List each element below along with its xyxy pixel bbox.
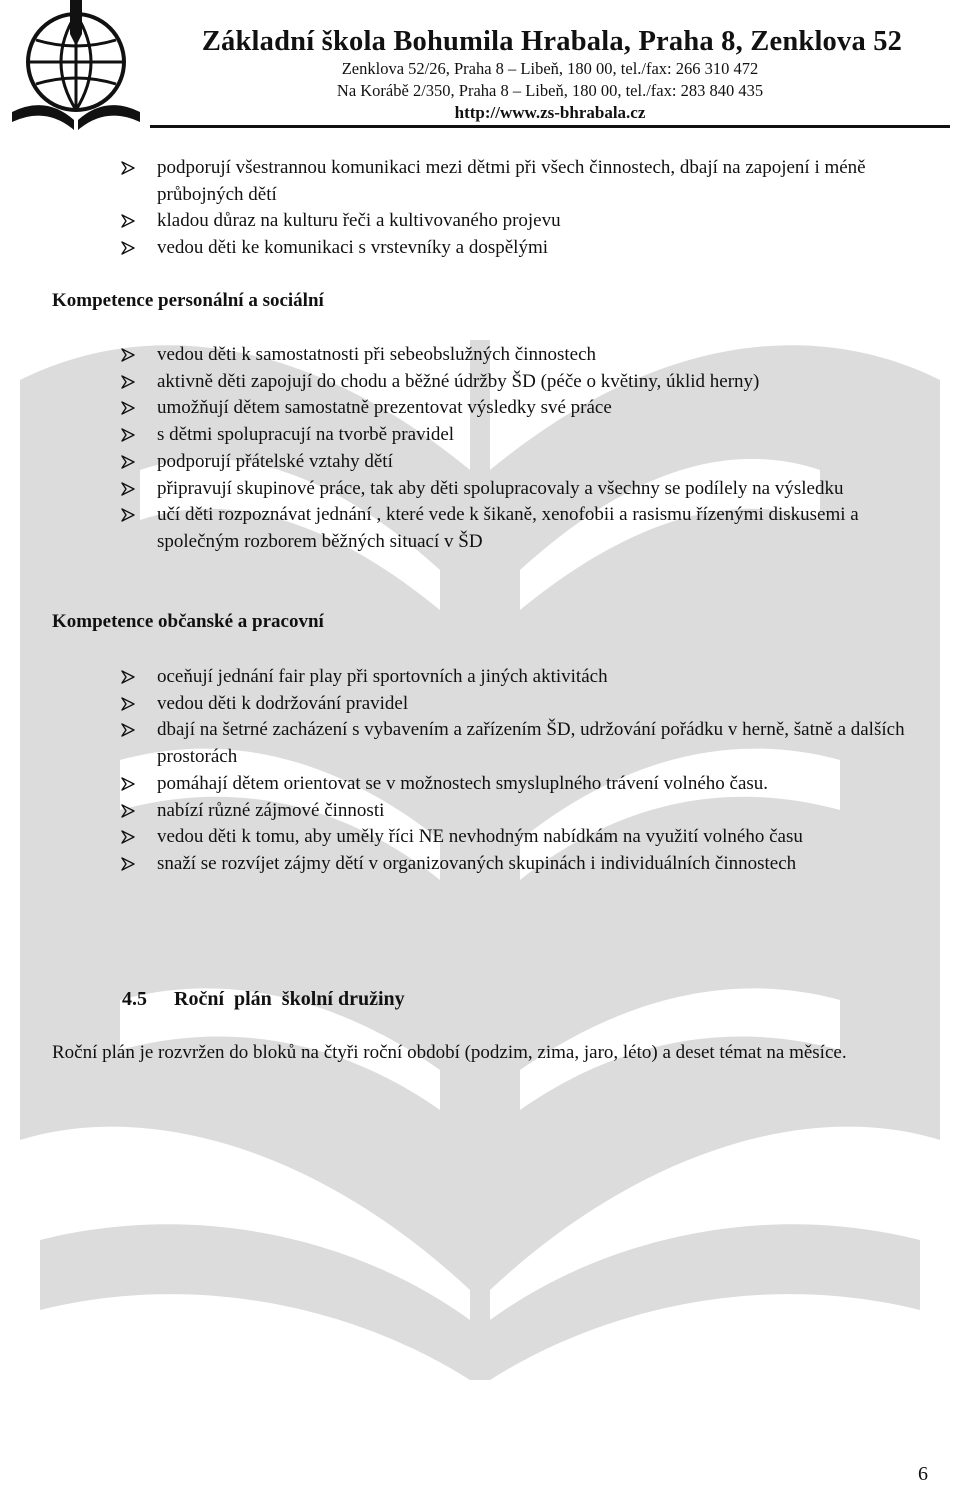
- list-item: nabízí různé zájmové činnosti: [157, 798, 942, 825]
- arrowhead-bullet-icon: [121, 482, 135, 496]
- list-item: oceňují jednání fair play při sportovních a jiných aktivitách: [157, 664, 942, 691]
- list-item: vedou děti ke komunikaci s vrstevníky a dospělými: [157, 235, 942, 262]
- website-link[interactable]: http://www.zs-bhrabala.cz: [454, 103, 646, 122]
- arrowhead-bullet-icon: [121, 777, 135, 791]
- arrowhead-bullet-icon: [121, 428, 135, 442]
- arrowhead-bullet-icon: [121, 455, 135, 469]
- address-line-1: Zenklova 52/26, Praha 8 – Libeň, 180 00, tel./fax: 266 310 472: [341, 59, 759, 78]
- letterhead: [150, 26, 950, 124]
- section-heading-annual-plan: [122, 985, 405, 1013]
- list-item: připravují skupinové práce, tak aby děti spolupracovaly a všechny se podílely na výsledku: [157, 476, 942, 503]
- arrowhead-bullet-icon: [121, 348, 135, 362]
- arrowhead-bullet-icon: [121, 214, 135, 228]
- list-item: podporují přátelské vztahy dětí: [157, 449, 942, 476]
- arrowhead-bullet-icon: [121, 375, 135, 389]
- intro-list: [157, 155, 942, 262]
- civic-work-list: [157, 664, 942, 878]
- page-number: 6: [918, 1463, 928, 1485]
- section-number: 4.5: [122, 988, 147, 1010]
- personal-social-list: [157, 342, 942, 556]
- arrowhead-bullet-icon: [121, 723, 135, 737]
- list-item: kladou důraz na kulturu řeči a kultivovaného projevu: [157, 208, 942, 235]
- arrowhead-bullet-icon: [121, 401, 135, 415]
- header-divider: [150, 125, 950, 128]
- arrowhead-bullet-icon: [121, 161, 135, 175]
- school-name: Základní škola Bohumila Hrabala, Praha 8, Zenklova 52: [201, 26, 903, 57]
- list-item: pomáhají dětem orientovat se v možnostech smysluplného trávení volného času.: [157, 771, 942, 798]
- list-item: podporují všestrannou komunikaci mezi dětmi při všech činnostech, dbají na zapojení i méně průbojných dětí: [157, 155, 942, 208]
- annual-plan-paragraph: Roční plán je rozvržen do bloků na čtyři roční období (podzim, zima, jaro, léto) a deset témat na měsíce.: [52, 1042, 847, 1063]
- section-heading-civic-work: Kompetence občanské a pracovní: [52, 611, 324, 632]
- list-item: dbají na šetrné zacházení s vybavením a zařízením ŠD, udržování pořádku v herně, šatně a dalších prostorách: [157, 717, 942, 770]
- address-line-2: Na Korábě 2/350, Praha 8 – Libeň, 180 00, tel./fax: 283 840 435: [336, 81, 764, 100]
- list-item: vedou děti k dodržování pravidel: [157, 691, 942, 718]
- list-item: vedou děti k tomu, aby uměly říci NE nevhodným nabídkám na využití volného času: [157, 824, 942, 851]
- section-heading-personal-social: Kompetence personální a sociální: [52, 290, 324, 311]
- arrowhead-bullet-icon: [121, 830, 135, 844]
- list-item: aktivně děti zapojují do chodu a běžné údržby ŠD (péče o květiny, úklid herny): [157, 369, 942, 396]
- arrowhead-bullet-icon: [121, 697, 135, 711]
- arrowhead-bullet-icon: [121, 241, 135, 255]
- list-item: vedou děti k samostatnosti při sebeobslužných činnostech: [157, 342, 942, 369]
- arrowhead-bullet-icon: [121, 804, 135, 818]
- list-item: snaží se rozvíjet zájmy dětí v organizovaných skupinách i individuálních činnostech: [157, 851, 942, 878]
- section-title: Roční plán školní družiny: [174, 988, 405, 1010]
- arrowhead-bullet-icon: [121, 670, 135, 684]
- school-logo: [6, 0, 144, 134]
- arrowhead-bullet-icon: [121, 508, 135, 522]
- list-item: s dětmi spolupracují na tvorbě pravidel: [157, 422, 942, 449]
- list-item: umožňují dětem samostatně prezentovat výsledky své práce: [157, 395, 942, 422]
- list-item: učí děti rozpoznávat jednání , které vede k šikaně, xenofobii a rasismu řízenými diskusemi a společným rozborem běžných situací v ŠD: [157, 502, 942, 555]
- arrowhead-bullet-icon: [121, 857, 135, 871]
